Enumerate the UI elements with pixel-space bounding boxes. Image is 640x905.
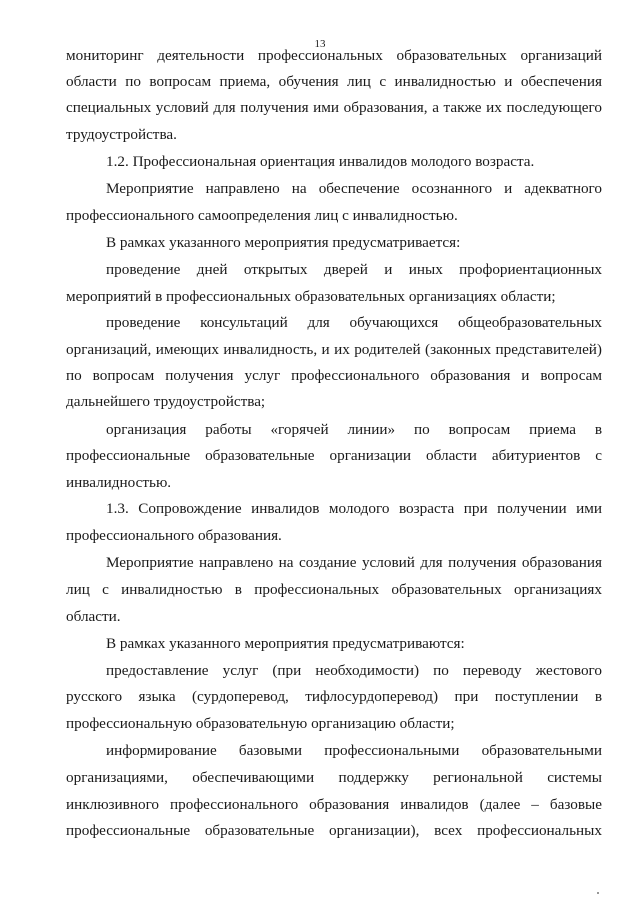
text-line: профессиональные образовательные организации), всех профессиональных xyxy=(66,822,602,839)
section-heading: 1.2. Профессиональная ориентация инвалидов молодого возраста. xyxy=(106,153,535,170)
text-line: В рамках указанного мероприятия предусматривается: xyxy=(106,234,461,251)
text-line: специальных условий для получения ими образования, а также их последующего xyxy=(66,99,602,116)
text-line: информирование базовыми профессиональными образовательными xyxy=(106,742,602,759)
text-line: организациями, обеспечивающими поддержку региональной системы xyxy=(66,769,602,786)
text-line: организаций, имеющих инвалидность, и их родителей (законных представителей) xyxy=(66,341,602,358)
text-line: профессионального самоопределения лиц с инвалидностью. xyxy=(66,207,458,224)
text-line: области по вопросам приема, обучения лиц с инвалидностью и обеспечения xyxy=(66,73,602,90)
text-line: мониторинг деятельности профессиональных образовательных организаций xyxy=(66,47,602,64)
text-line: организация работы «горячей линии» по вопросам приема в xyxy=(106,421,602,438)
page-number: 13 xyxy=(314,38,326,50)
text-line: мероприятий в профессиональных образовательных организациях области; xyxy=(66,288,556,305)
text-line: трудоустройства. xyxy=(66,126,177,143)
text-line: лиц с инвалидностью в профессиональных образовательных организациях xyxy=(66,581,602,598)
section-heading: 1.3. Сопровождение инвалидов молодого возраста при получении ими xyxy=(106,500,602,517)
text-line: профессиональную образовательную организацию области; xyxy=(66,715,455,732)
text-line: инклюзивного профессионального образования инвалидов (далее – базовые xyxy=(66,796,602,813)
text-line: области. xyxy=(66,608,121,625)
text-line: проведение консультаций для обучающихся общеобразовательных xyxy=(106,314,602,331)
text-line: предоставление услуг (при необходимости) по переводу жестового xyxy=(106,662,602,679)
text-line: инвалидностью. xyxy=(66,474,172,491)
scan-dot xyxy=(597,892,599,894)
text-line: дальнейшего трудоустройства; xyxy=(66,393,266,410)
text-line: В рамках указанного мероприятия предусматриваются: xyxy=(106,635,465,652)
text-line: русского языка (сурдоперевод, тифлосурдоперевод) при поступлении в xyxy=(66,688,602,705)
text-line: Мероприятие направлено на обеспечение осознанного и адекватного xyxy=(106,180,602,197)
section-heading: профессионального образования. xyxy=(66,527,282,544)
text-line: Мероприятие направлено на создание условий для получения образования xyxy=(106,554,602,571)
text-line: по вопросам получения услуг профессионального образования и вопросам xyxy=(66,367,602,384)
text-line: проведение дней открытых дверей и иных профориентационных xyxy=(106,261,602,278)
text-line: профессиональные образовательные организации области абитуриентов с xyxy=(66,447,602,464)
